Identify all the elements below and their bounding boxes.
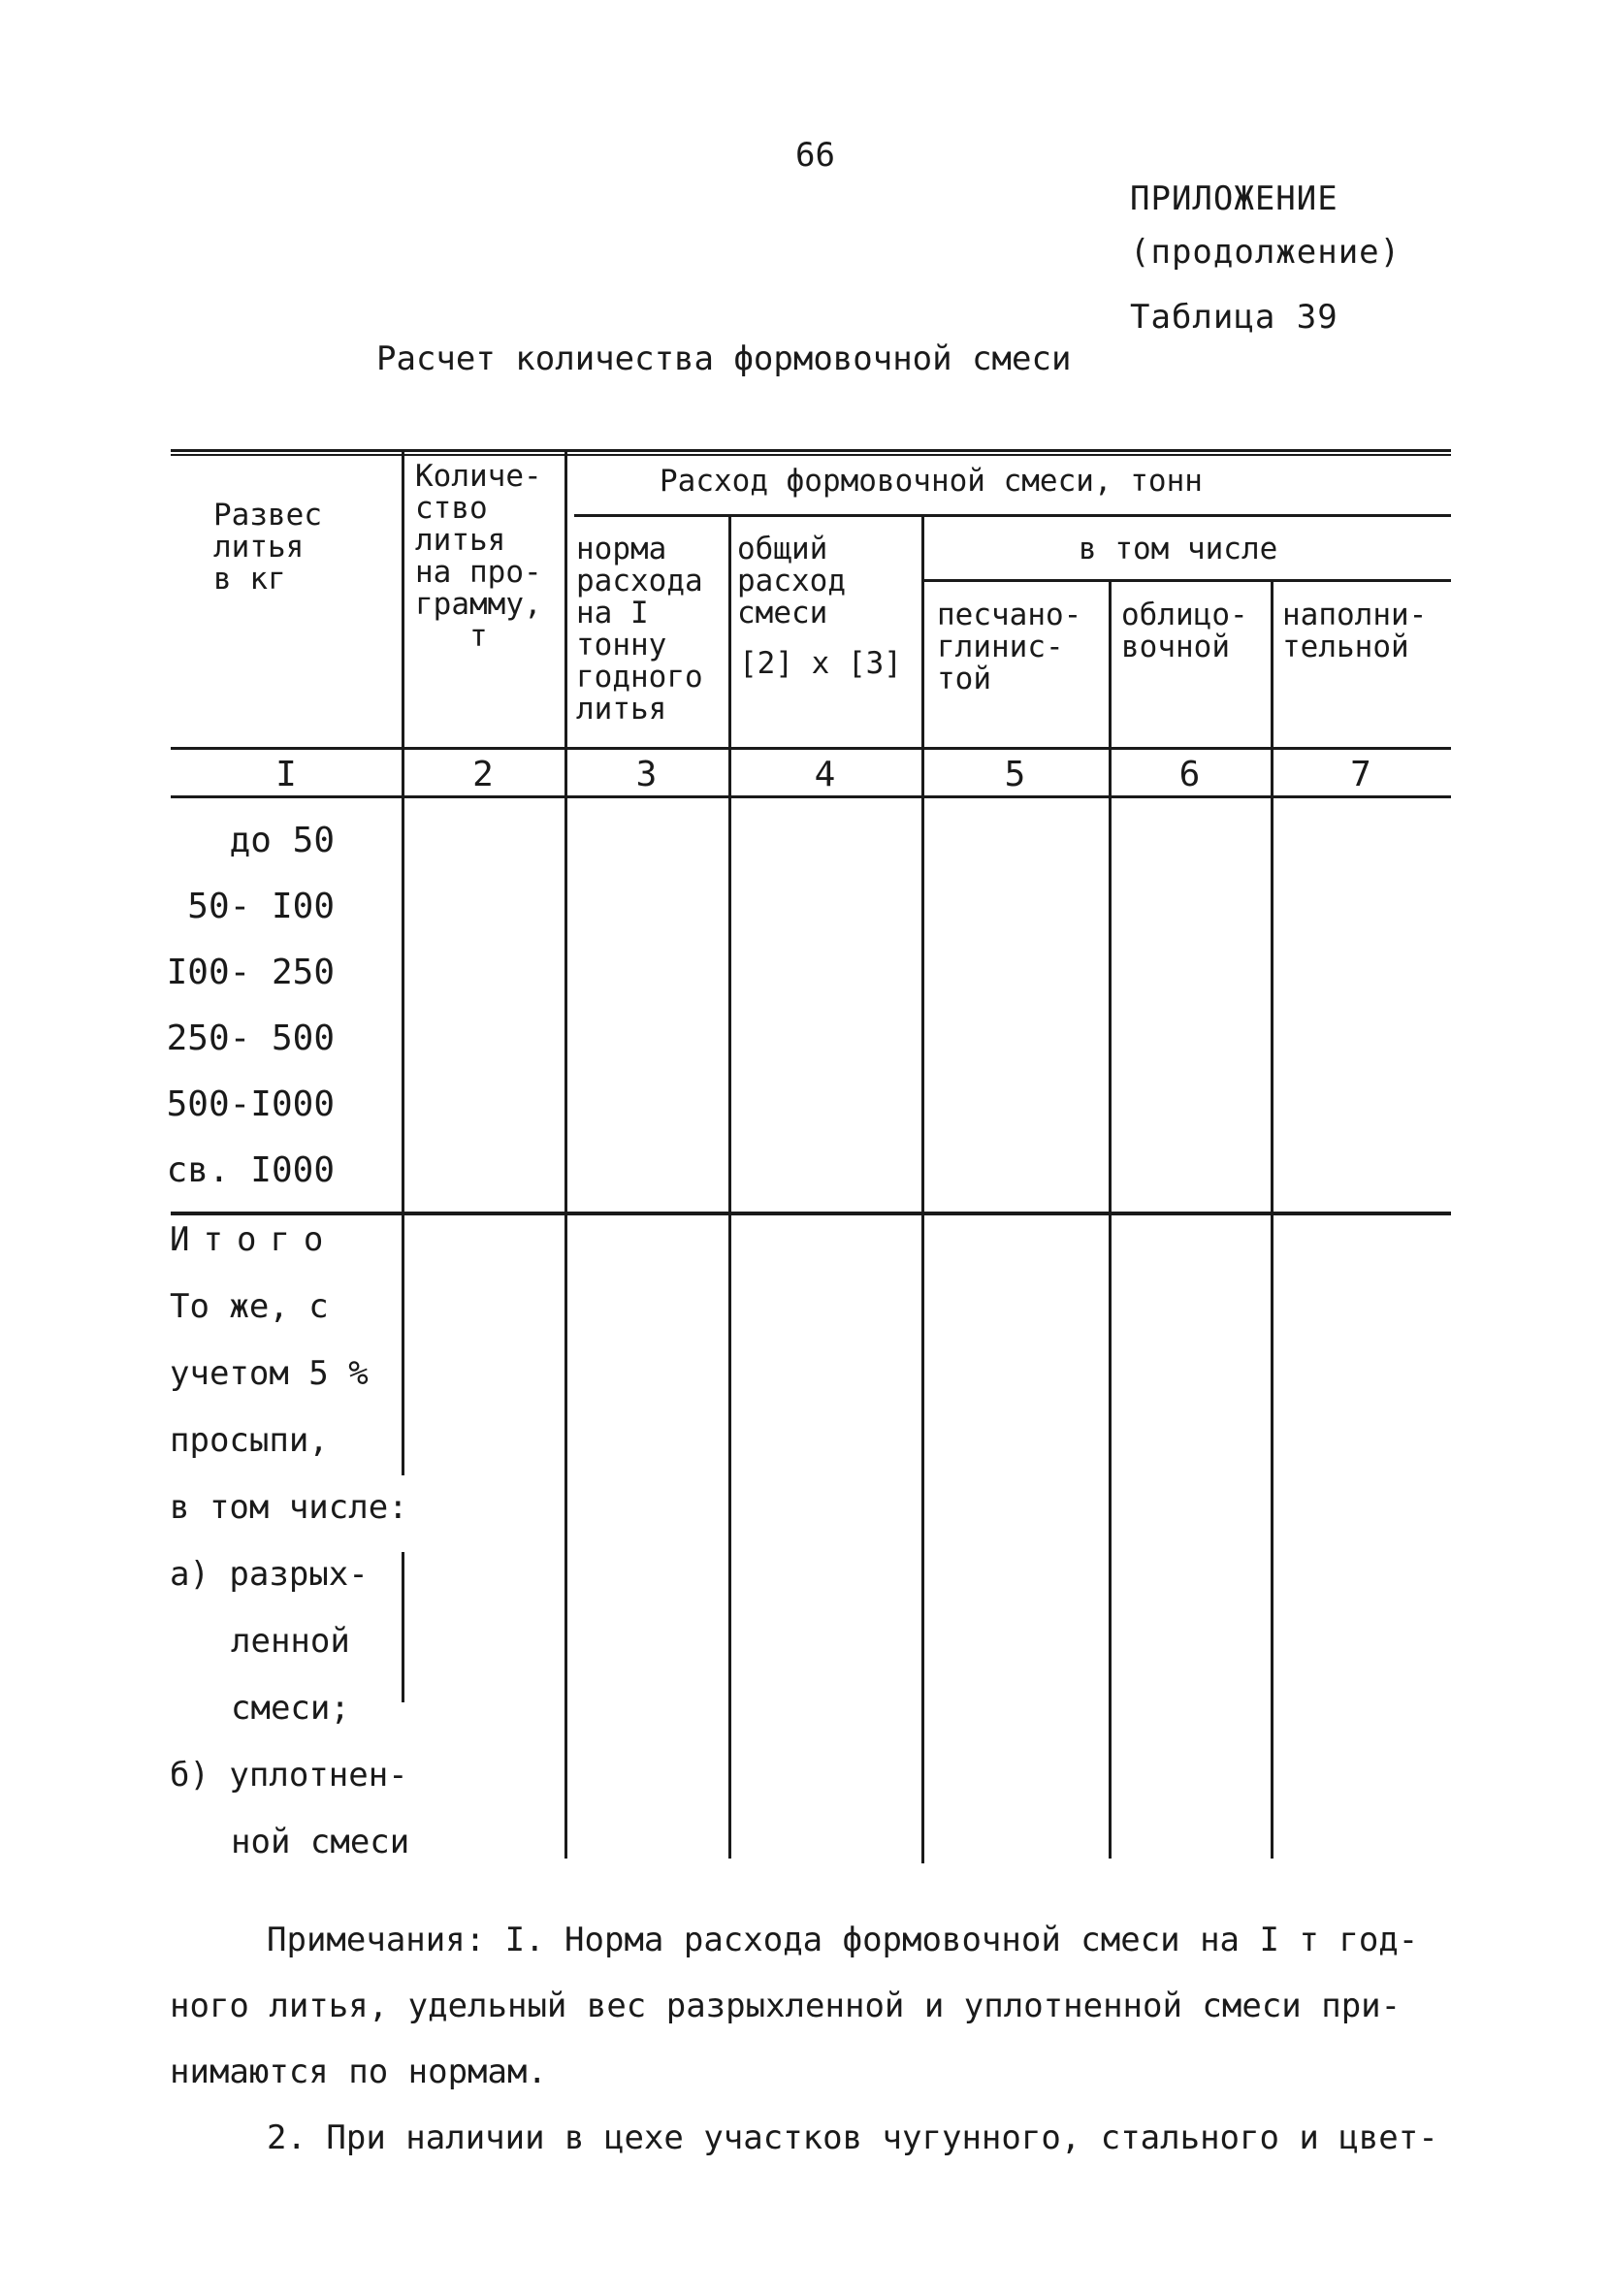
continuation-label: (продолжение) [1130,233,1402,272]
header-subgroup: в том числе [1079,532,1278,566]
header-group: Расход формовочной смеси, тонн [660,464,1203,499]
total-row-label: ной смеси [231,1823,410,1861]
note-line-4: 2. При наличии в цехе участков чугунного, стального и цвет- [267,2118,1438,2157]
total-row-label: Итого [170,1220,338,1259]
header-col-5: песчано- глинис- той [937,598,1082,696]
table-row-label: 250- 500 [166,1019,335,1058]
col-number: 6 [1178,755,1201,794]
total-row-label: То же, с [170,1287,329,1326]
total-row-label: ленной [231,1622,350,1661]
col-number: 3 [635,755,658,794]
header-col-1: Развес литья в кг [213,498,322,597]
table-row-label: I00- 250 [166,953,335,992]
header-col-7: наполни- тельной [1282,598,1428,664]
subgroup-header-rule [923,579,1451,582]
table-top-rule-2 [171,454,1451,456]
header-col-6: облицо- вочной [1121,598,1248,664]
table-title: Расчет количества формовочной смеси [376,340,1072,378]
header-col-4-formula: [2] x [3] [739,646,902,681]
group-header-rule [574,514,1451,517]
table-label: Таблица 39 [1130,298,1338,337]
total-row-label: просыпи, [170,1421,329,1460]
header-col-2: Количе- ство литья на про- грамму, т [415,459,542,654]
header-col-3: норма расхода на I тонну годного литья [576,532,703,727]
total-row-label: смеси; [231,1689,350,1728]
col-divider-3 [728,515,731,1859]
col-number: 2 [472,755,494,794]
col-divider-1b [402,1552,404,1702]
table-top-rule [171,449,1451,452]
total-rule [171,1212,1451,1215]
table-row-label: 500-I000 [166,1084,335,1124]
note-line-1: Примечания: I. Норма расхода формовочной смеси на I т год- [267,1921,1419,1959]
col-number: 5 [1004,755,1026,794]
col-number: 7 [1350,755,1371,794]
total-row-label: в том числе: [170,1488,408,1527]
total-row-label: а) разрых- [170,1555,369,1594]
header-col-4: общий расход смеси [737,532,846,631]
table-row-label: до 50 [229,821,335,860]
table-row-label: 50- I00 [187,887,335,926]
note-line-3: нимаются по нормам. [170,2053,547,2091]
appendix-label: ПРИЛОЖЕНИЕ [1130,179,1338,218]
total-row-label: учетом 5 % [170,1354,369,1393]
col-divider-1 [402,452,404,1475]
numbers-bottom-rule [171,795,1451,798]
page-number: 66 [795,136,835,175]
col-divider-4 [921,515,924,1863]
col-number: I [275,755,297,794]
note-line-2: ного литья, удельный вес разрыхленной и уплотненной смеси при- [170,1987,1402,2025]
total-row-label: б) уплотнен- [170,1756,408,1795]
col-divider-2 [564,452,567,1859]
col-number: 4 [814,755,836,794]
header-bottom-rule [171,747,1451,750]
table-row-label: св. I000 [166,1150,335,1190]
